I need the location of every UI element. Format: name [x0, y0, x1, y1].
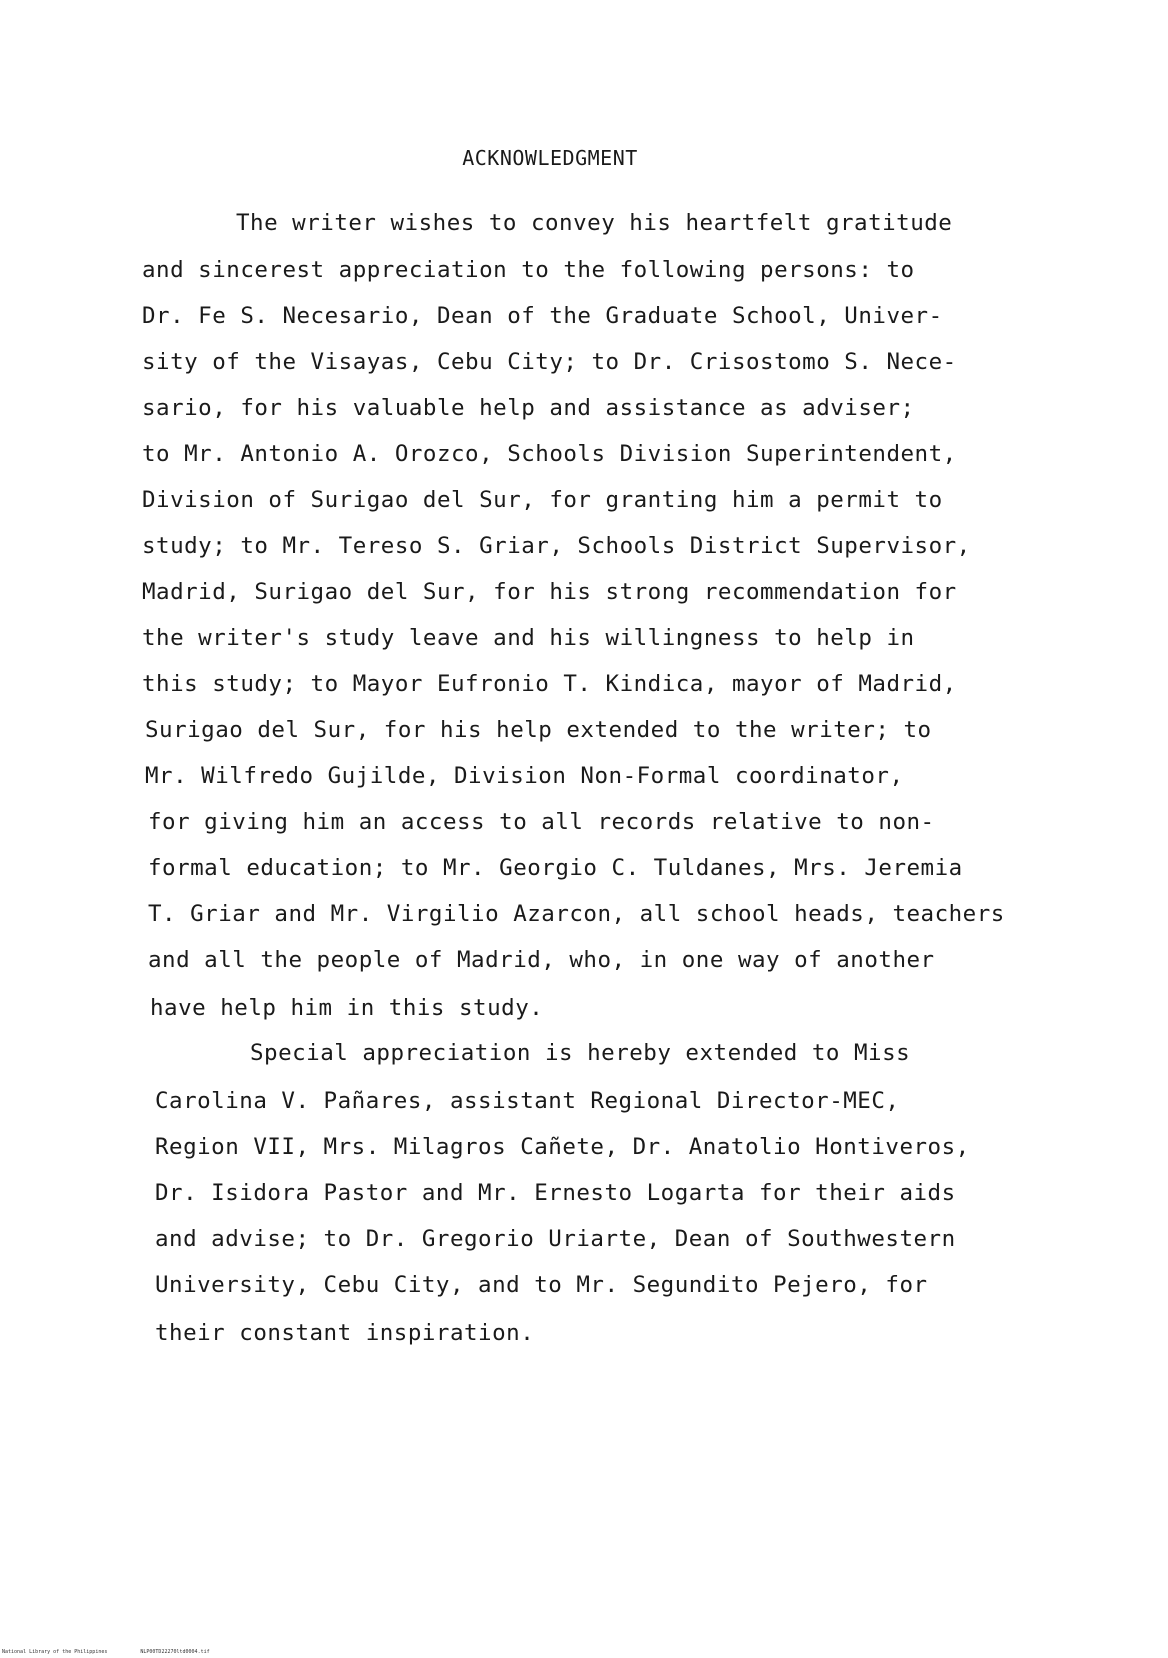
paragraph1-line: sity of the Visayas, Cebu City; to Dr. Crisostomo S. Nece- — [142, 349, 957, 375]
paragraph1-line: study; to Mr. Tereso S. Griar, Schools District Supervisor, — [142, 533, 971, 559]
paragraph2-line: Special appreciation is hereby extended to Miss — [250, 1040, 911, 1066]
file-id: NLP00TD22270ltd0004.tif — [140, 1649, 210, 1655]
paragraph2-line: Region VII, Mrs. Milagros Cañete, Dr. Anatolio Hontiveros, — [155, 1134, 970, 1160]
paragraph1-line: T. Griar and Mr. Virgilio Azarcon, all school heads, teachers — [148, 901, 1005, 927]
paragraph1-line: Dr. Fe S. Necesario, Dean of the Graduate School, Univer- — [142, 303, 943, 329]
paragraph1-line: sario, for his valuable help and assistance as adviser; — [142, 395, 915, 421]
page-title: ACKNOWLEDGMENT — [462, 146, 638, 170]
paragraph2-line: Dr. Isidora Pastor and Mr. Ernesto Logarta for their aids — [155, 1180, 956, 1206]
paragraph1-line: Mr. Wilfredo Gujilde, Division Non-Formal coordinator, — [145, 763, 904, 789]
paragraph2-line: and advise; to Dr. Gregorio Uriarte, Dean of Southwestern — [155, 1226, 956, 1252]
paragraph2-line: their constant inspiration. — [155, 1320, 535, 1346]
paragraph1-line: the writer's study leave and his willingness to help in — [142, 625, 915, 651]
paragraph1-line: formal education; to Mr. Georgio C. Tuldanes, Mrs. Jeremia — [148, 855, 963, 881]
paragraph1-line: and sincerest appreciation to the following persons: to — [142, 257, 915, 283]
library-credit: National Library of the Philippines — [2, 1649, 108, 1655]
paragraph1-line: this study; to Mayor Eufronio T. Kindica, mayor of Madrid, — [142, 671, 957, 697]
paragraph1-line: The writer wishes to convey his heartfelt gratitude — [236, 210, 953, 236]
paragraph1-line: Madrid, Surigao del Sur, for his strong recommendation for — [142, 579, 957, 605]
paragraph1-line: Surigao del Sur, for his help extended to the writer; to — [145, 717, 932, 743]
scan-footer — [2, 1649, 210, 1655]
paragraph1-line: for giving him an access to all records relative to non- — [148, 809, 935, 835]
paragraph1-line: have help him in this study. — [150, 995, 544, 1021]
paragraph1-line: to Mr. Antonio A. Orozco, Schools Division Superintendent, — [142, 441, 957, 467]
paragraph2-line: University, Cebu City, and to Mr. Segundito Pejero, for — [155, 1272, 928, 1298]
paragraph2-line: Carolina V. Pañares, assistant Regional Director-MEC, — [155, 1088, 900, 1114]
paragraph1-line: and all the people of Madrid, who, in one way of another — [148, 947, 935, 973]
paragraph1-line: Division of Surigao del Sur, for granting him a permit to — [142, 487, 943, 513]
